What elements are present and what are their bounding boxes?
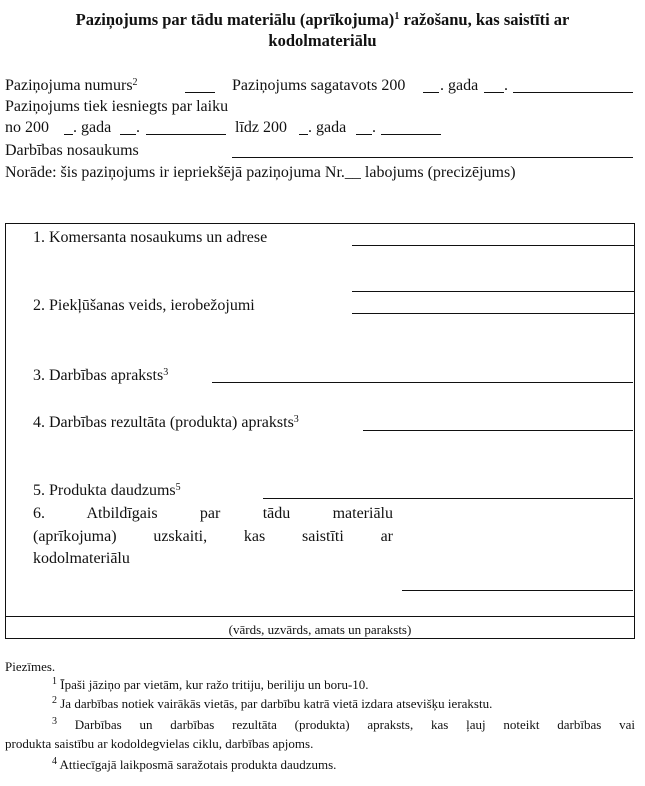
product-quantity-field[interactable] xyxy=(263,498,633,499)
note-4: $^4$ Attiecīgajā laikposmā saražotais produkta daudzums. xyxy=(52,756,337,772)
correction-note: Norāde: šis paziņojums ir iepriekšējā paziņojuma Nr.__ labojums (precizējums) xyxy=(5,164,516,181)
period-to-gada: . gada xyxy=(308,119,347,136)
access-field[interactable] xyxy=(352,313,634,314)
item-activity-description: 3. Darbības apraksts$^3$ xyxy=(33,367,169,384)
period-from-label: no 200 xyxy=(5,119,49,136)
note-3-continued: produkta saistību ar kodoldegvielas ciklu, darbības apjoms. xyxy=(5,736,314,751)
period-to-day-field[interactable] xyxy=(381,134,441,135)
note-1: $^1$ Īpaši jāziņo par vietām, kur ražo tritiju, beriliju un boru-10. xyxy=(52,676,369,692)
item-responsible-line3: kodolmateriālu xyxy=(33,550,130,567)
period-to-label: līdz 200 xyxy=(235,119,287,136)
title-line1-end: ražošanu, kas saistīti ar xyxy=(399,10,570,29)
responsible-field[interactable] xyxy=(402,590,633,591)
period-to-month-field[interactable] xyxy=(356,134,372,135)
note-3: $^3$ Darbības un darbības rezultāta (produkta) apraksts, kas ļauj noteikt darbības vai xyxy=(52,716,636,732)
activity-description-field[interactable] xyxy=(212,382,633,383)
footnote-ref: 3 xyxy=(163,367,169,378)
period-from-day-field[interactable] xyxy=(146,134,226,135)
period-from-gada: . gada xyxy=(73,119,112,136)
period-from-year-field[interactable] xyxy=(64,134,73,135)
company-field-2[interactable] xyxy=(352,291,634,292)
document-title xyxy=(0,10,645,30)
notice-number-field[interactable] xyxy=(185,92,215,93)
item-responsible-line1: 6. Atbildīgais par tādu materiālu xyxy=(33,505,393,522)
prepared-gada: . gada xyxy=(440,77,479,94)
signature-caption: (vārds, uzvārds, amats un paraksts) xyxy=(228,622,412,637)
product-description-field[interactable] xyxy=(363,430,633,431)
footnote-ref: 5 xyxy=(175,482,181,493)
activity-name-label: Darbības nosaukums xyxy=(5,142,139,159)
period-from-month-field[interactable] xyxy=(120,134,136,135)
form-divider xyxy=(5,616,635,617)
notes-heading: Piezīmes. xyxy=(5,659,56,674)
period-to-dot: . xyxy=(372,119,376,136)
notice-number-label: Paziņojuma numurs$^2$ xyxy=(5,77,138,94)
prepared-month-field[interactable] xyxy=(484,92,504,93)
period-label: Paziņojums tiek iesniegts par laiku xyxy=(5,98,229,115)
company-field[interactable] xyxy=(352,245,634,246)
prepared-label: Paziņojums sagatavots 200 xyxy=(232,77,406,94)
item-company: 1. Komersanta nosaukums un adrese xyxy=(33,229,268,246)
item-product-quantity: 5. Produkta daudzums$^5$ xyxy=(33,482,181,499)
period-from-dot: . xyxy=(136,119,140,136)
note-2: $^2$ Ja darbības notiek vairākās vietās, par darbību katrā vietā izdara atsevišķu ierakstu. xyxy=(52,695,493,711)
item-responsible-line2: (aprīkojuma) uzskaiti, kas saistīti ar xyxy=(33,528,393,545)
footnote-ref: 2 xyxy=(132,77,138,88)
prepared-year-field[interactable] xyxy=(423,92,439,93)
prepared-dot: . xyxy=(504,77,508,94)
document-title-line2: kodolmateriālu xyxy=(268,31,377,50)
footnote-ref: 3 xyxy=(293,414,299,425)
period-to-year-field[interactable] xyxy=(299,134,308,135)
title-line1-start: Paziņojums par tādu materiālu (aprīkojuma) xyxy=(75,10,395,29)
activity-name-field[interactable] xyxy=(232,157,633,158)
item-product-description: 4. Darbības rezultāta (produkta) apraksts$^3$ xyxy=(33,414,299,431)
footnote-ref: 1 xyxy=(394,11,400,22)
item-access: 2. Piekļūšanas veids, ierobežojumi xyxy=(33,297,255,314)
prepared-day-field[interactable] xyxy=(513,92,633,93)
